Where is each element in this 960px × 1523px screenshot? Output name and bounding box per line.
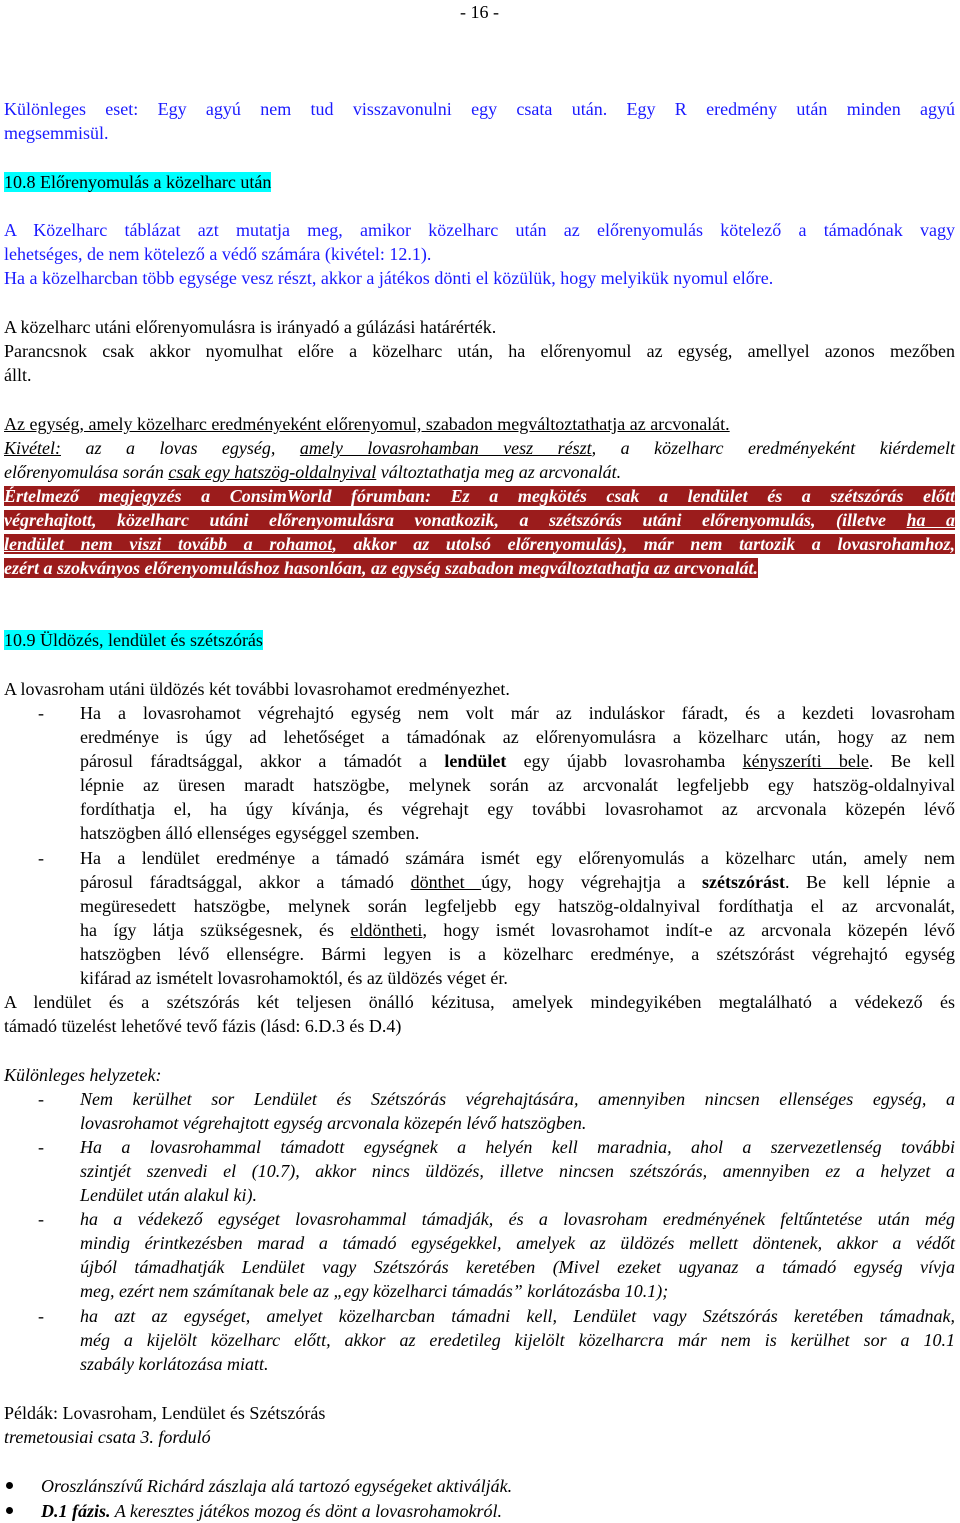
s4-line-1: ha azt az egységet, amelyet közelharcban támadni kell, Lendület vagy Szétszórás keretében támadnak,: [80, 1306, 955, 1326]
b1-line-3: [80, 749, 955, 773]
exception-text-underlined: csak egy hatszög-oldalnyival: [168, 462, 377, 482]
b2-line-3: megüresedett hatszögbe, melynek során legfeljebb egy hatszög-oldalnyival fordíthatja el az arcvonalát,: [80, 896, 955, 916]
section-10-9-intro: A lovasroham utáni üldözés két további lovasrohamot eredményezhet.: [4, 679, 510, 699]
b1-line-5: fordíthatja el, ha úgy kívánja, és végrehajt egy további lovasrohamot az arcvonala közepén lévő: [80, 799, 955, 819]
note-text: ezért a szokványos előrenyomuláshoz hasonlóan, az egység szabadon megváltoztathatja az arcvonalát.: [4, 558, 759, 578]
section-heading-text: 10.9 Üldözés, lendület és szétszórás: [4, 630, 263, 650]
s4-line-3: szabály korlátozása miatt.: [80, 1354, 269, 1374]
b2-line-5: hatszögben lévő ellenségre. Bármi legyen is a közelharc eredménye, a szétszórást végrehajtó egység: [80, 944, 955, 964]
s2-line-3: Lendület után alakul ki).: [80, 1185, 257, 1205]
s3-line-1: ha a védekező egységet lovasrohammal támadják, és a lovasroham eredményének feltűntetése után még: [80, 1209, 955, 1229]
b2-text: . Be kell lépnie a: [785, 872, 955, 892]
note-text: , akkor az utolsó előrenyomulás), már nem tartozik a lovasrohamhoz,: [332, 534, 955, 554]
example-item-1: Oroszlánszívű Richárd zászlaja alá tartozó egységeket aktiválják.: [41, 1476, 513, 1496]
s1-line-2: lovasrohamot végrehajtott egység arcvonala közepén lévő hatszögben.: [80, 1113, 587, 1133]
example-item-2-text: A keresztes játékos mozog és dönt a lovasrohamokról.: [110, 1501, 502, 1521]
note-text-underlined: ha a: [906, 510, 955, 530]
b2-line-1: Ha a lendület eredménye a támadó számára ismét egy előrenyomulás a közelharc után, amely nem: [80, 848, 955, 868]
p4-line-2: állt.: [4, 365, 32, 385]
b1-line-2: eredménye is úgy ad lehetőséget a támadónak az előrenyomulásra a közelharc után, hogy az nem: [80, 727, 955, 747]
note-text: Értelmező megjegyzés a ConsimWorld fórumban: Ez a megkötés csak a lendület és a szétszórás előtt: [4, 486, 955, 506]
exception-text: előrenyomulása során: [4, 462, 169, 482]
exception-line-2: [4, 460, 955, 484]
b2-underlined-term: dönthet: [410, 872, 482, 892]
example-item-2: [41, 1499, 955, 1523]
p1-line-1: A Közelharc táblázat azt mutatja meg, amikor közelharc után az előrenyomulás kötelező a támadónak vagy: [4, 220, 955, 240]
b2-line-6: kifárad az ismételt lovasrohamoktól, és az üldözés véget ér.: [80, 968, 508, 988]
examples-heading: Példák: Lovasroham, Lendület és Szétszórás: [4, 1403, 326, 1423]
exception-text: , a közelharc eredményeként kiérdemelt: [591, 438, 955, 458]
note-text: végrehajtott, közelharc utáni előrenyomulásra vonatkozik, a szétszórás utáni előrenyomulás, (illetve: [4, 510, 907, 530]
exception-label: Kivétel:: [4, 438, 61, 458]
exception-text-underlined: amely lovasrohamban vesz részt: [299, 438, 592, 458]
b1-text: egy újabb lovasrohamba: [506, 751, 743, 771]
p1-line-2: lehetséges, de nem kötelező a védő számára (kivétel: 12.1).: [4, 244, 432, 264]
p2-line: Ha a közelharcban több egysége vesz részt, akkor a játékos dönti el közülük, hogy melyikük nyomul előre.: [4, 268, 774, 288]
bullet-dot-icon: [6, 1482, 13, 1489]
bullet-dash: -: [38, 1209, 44, 1229]
after-bullets-line-2: támadó tüzelést lehetővé tevő fázis (lásd: 6.D.3 és D.4): [4, 1016, 402, 1036]
s3-line-3: újból támadhatják Lendület vagy Szétszórás keretében (Mivel ezeket ugyanaz a támadó egység vívja: [80, 1257, 955, 1277]
after-bullets-line-1: A lendület és a szétszórás két teljesen önálló kézitusa, amelyek mindegyikében megtalálható a védekező és: [4, 992, 955, 1012]
s3-line-2: mindig érintkezésben marad a támadó egységekkel, amelyek az üldözés mellett döntenek, akkor a védőt: [80, 1233, 955, 1253]
b1-underlined-term: kényszeríti bele: [742, 751, 869, 771]
b2-line-4: [80, 918, 955, 942]
b2-text: ha így látja szükségesnek, és: [80, 920, 351, 940]
example-item-2-bold: D.1 fázis.: [41, 1501, 111, 1521]
b2-text: úgy, hogy végrehajtja a: [481, 872, 703, 892]
s1-line-1: Nem kerülhet sor Lendület és Szétszórás végrehajtására, amennyiben nincsen ellenséges egység, a: [80, 1089, 955, 1109]
p3-line: A közelharc utáni előrenyomulásra is irányadó a gúlázási határérték.: [4, 317, 497, 337]
b1-bold-term: lendület: [444, 751, 507, 771]
bullet-dot-icon: [6, 1507, 13, 1514]
bullet-dash: -: [38, 848, 44, 868]
section-heading-text: 10.8 Előrenyomulás a közelharc után: [4, 172, 272, 192]
p5-line: Az egység, amely közelharc eredményeként előrenyomul, szabadon megváltoztathatja az arcvonalát.: [4, 414, 730, 434]
bullet-dash: -: [38, 1306, 44, 1326]
b2-text: , hogy ismét lovasrohamot indít-e az arcvonala közepén lévő: [422, 920, 956, 940]
b1-text: . Be kell: [868, 751, 956, 771]
s3-line-4: meg, ezért nem számítanak bele az „egy közelharci támadás” korlátozásba 10.1);: [80, 1281, 669, 1301]
s2-line-1: Ha a lovasrohammal támadott egységnek a helyén kell maradnia, ahol a szervezetlenség további: [80, 1137, 955, 1157]
bullet-dash: -: [38, 1137, 44, 1157]
bullet-dash: -: [38, 703, 44, 723]
b2-line-2: [80, 870, 955, 894]
examples-subheading: tremetousiai csata 3. forduló: [4, 1427, 211, 1447]
exception-text: az a lovas egység,: [60, 438, 300, 458]
note-line-3: [4, 532, 955, 556]
page-number: - 16 -: [460, 2, 499, 22]
section-10-8-heading: [4, 170, 955, 194]
b1-text: párosul fáradtsággal, akkor a támadót a: [80, 751, 445, 771]
bullet-dash: -: [38, 1089, 44, 1109]
special-case-line-2: megsemmisül.: [4, 123, 109, 143]
b1-line-4: lépnie az üresen maradt hatszögbe, melynek során az arcvonalát legfeljebb egy hatszög-oldalnyival: [80, 775, 955, 795]
p4-line-1: Parancsnok csak akkor nyomulhat előre a közelharc után, ha előrenyomul az egység, amellyel azonos mezőben: [4, 341, 955, 361]
note-line-4: [4, 556, 955, 580]
section-10-9-heading: [4, 628, 955, 652]
s2-line-2: szintjét szenvedi el (10.7), akkor nincs üldözés, illetve nincsen szétszórás, amennyiben ez a helyzet a: [80, 1161, 955, 1181]
note-line-2: [4, 508, 955, 532]
s4-line-2: még a kijelölt közelharc előtt, akkor az eredetileg kijelölt közelharcra már nem is kerülhet sor a 10.1: [80, 1330, 955, 1350]
special-situations-heading: Különleges helyzetek:: [4, 1065, 162, 1085]
note-line-1: [4, 484, 955, 508]
special-case-line-1: Különleges eset: Egy agyú nem tud visszavonulni egy csata után. Egy R eredmény után minden agyú: [4, 99, 955, 119]
b1-line-6: hatszögben álló ellenséges egységgel szemben.: [80, 823, 420, 843]
b1-line-1: Ha a lovasrohamot végrehajtó egység nem volt már az induláskor fáradt, és a kezdeti lovasroham: [80, 703, 955, 723]
exception-line-1: [4, 436, 955, 460]
b2-text: párosul fáradtsággal, akkor a támadó: [80, 872, 411, 892]
b2-bold-term: szétszórást: [702, 872, 785, 892]
exception-text: változtathatja meg az arcvonalát.: [376, 462, 622, 482]
note-text-underlined: lendület nem viszi tovább a rohamot: [4, 534, 333, 554]
b2-underlined-term: eldöntheti: [350, 920, 423, 940]
